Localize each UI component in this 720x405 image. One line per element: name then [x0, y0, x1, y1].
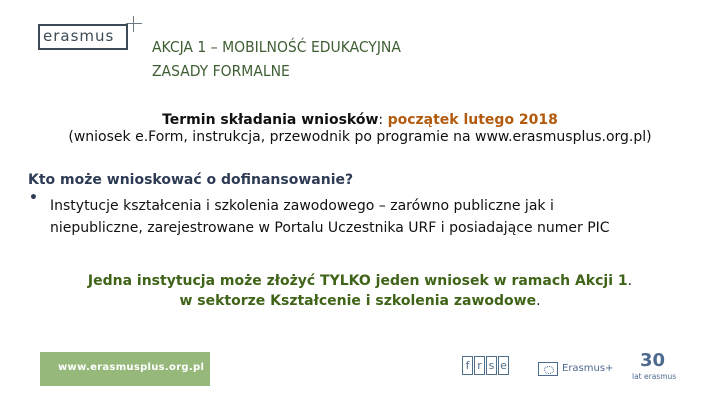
- footer-url-bar[interactable]: [40, 352, 210, 386]
- bullet-icon: •: [29, 190, 38, 206]
- erasmus-plus-text: Erasmus+: [562, 363, 614, 374]
- note-punct-1: .: [627, 273, 633, 289]
- frse-logo: [462, 356, 510, 375]
- eligibility-question: Kto może wnioskować o dofinansowanie?: [28, 172, 354, 188]
- deadline-value: początek lutego 2018: [387, 112, 558, 128]
- deadline-separator: :: [378, 112, 388, 128]
- title-line-1: AKCJA 1 – MOBILNOŚĆ EDUKACYJNA: [152, 38, 401, 56]
- note-line-1: Jedna instytucja może złożyć TYLKO jeden wniosek w ramach Akcji 1: [87, 273, 628, 289]
- footer-url[interactable]: www.erasmusplus.org.pl: [58, 362, 205, 373]
- application-limit-note: [0, 271, 720, 311]
- logo-text: erasmus: [43, 27, 115, 45]
- anniversary-text: lat erasmus: [632, 372, 677, 381]
- note-punct-2: .: [536, 293, 541, 309]
- erasmus-plus-logo: [538, 360, 618, 378]
- bullet-line-1: Instytucje kształcenia i szkolenia zawodowego – zarówno publiczne jak i: [50, 198, 554, 214]
- eu-flag-icon: [538, 362, 558, 376]
- anniversary-logo: [632, 352, 684, 380]
- note-line-2: w sektorze Kształcenie i szkolenia zawodowe: [179, 293, 537, 309]
- frse-letter: f: [462, 356, 473, 375]
- title-line-2: ZASADY FORMALNE: [152, 62, 290, 80]
- frse-letter: e: [498, 356, 509, 375]
- bullet-line-2: niepubliczne, zarejestrowane w Portalu Uczestnika URF i posiadające numer PIC: [50, 220, 610, 236]
- plus-icon: [126, 16, 142, 32]
- erasmus-logo: [38, 16, 138, 52]
- eligibility-bullet: [50, 195, 680, 239]
- slide-title: [152, 35, 401, 83]
- deadline-label: Termin składania wniosków: [162, 112, 379, 128]
- anniversary-number: 30: [640, 350, 666, 371]
- frse-letter: r: [474, 356, 485, 375]
- deadline-note: (wniosek e.Form, instrukcja, przewodnik po programie na www.erasmusplus.org.pl): [68, 129, 652, 145]
- frse-letter: s: [486, 356, 497, 375]
